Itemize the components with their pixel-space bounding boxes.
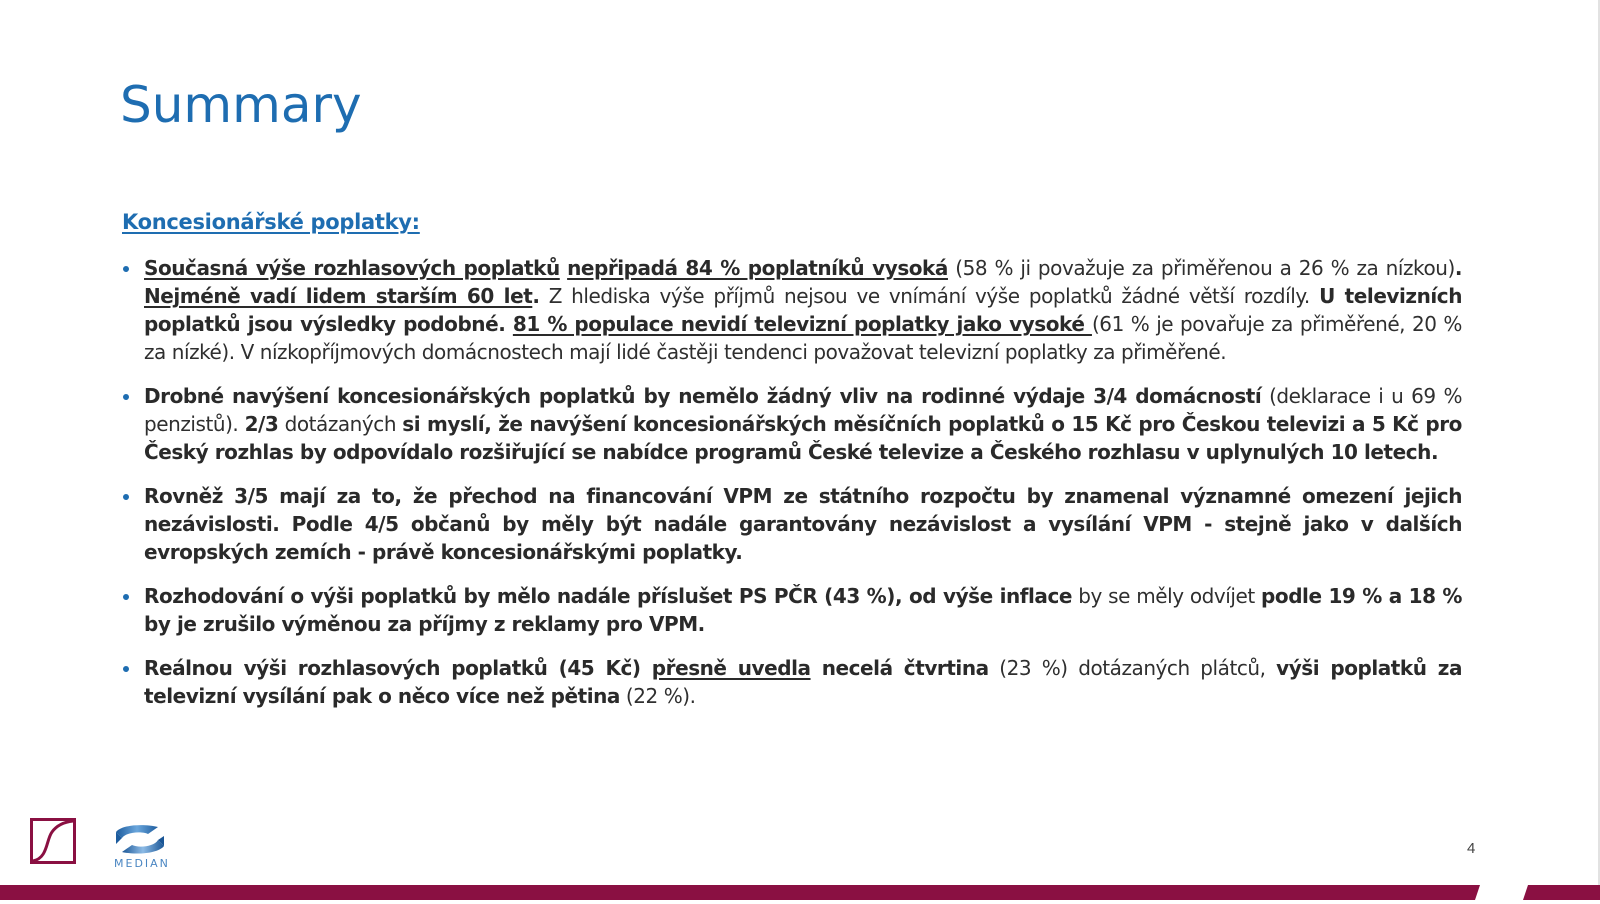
bullet-text: Rozhodování o výši poplatků by mělo nadále příslušet PS PČR (43 %), od výše inflace (144, 584, 1073, 608)
bullet-text: (61 % je povařuje za přiměřené, 20 % za nízké). V nízkopříjmových domácnostech mají lidé častěji tendenci považovat televizní poplatky za přiměřené. (144, 312, 1462, 364)
page-number: 4 (1467, 840, 1476, 857)
footer-brand-bar (0, 885, 1600, 900)
bullet-text: si myslí, že navýšení koncesionářských měsíčních poplatků o 15 Kč pro Českou televizi a 5 Kč pro Český rozhlas by odpovídalo rozšiřující se nabídce programů České televize a Českého rozhlasu v uplynulých 10 letech. (144, 412, 1462, 464)
bullet-radio-tv-fees-perception (122, 254, 1462, 366)
bullet-text: (22 %). (619, 684, 696, 708)
emphasized-text: nepřipadá 84 % poplatníků vysoká (567, 256, 948, 280)
bullet-text (560, 256, 567, 280)
emphasized-text: Současná výše rozhlasových poplatků (144, 256, 560, 280)
bullet-text: podle 19 % a 18 % by je zrušilo výměnou za příjmy z reklamy pro VPM. (144, 584, 1462, 636)
bullet-text: by se měly odvíjet (1072, 584, 1262, 608)
bullet-text: . (532, 284, 540, 308)
bullet-text: Z hlediska výše příjmů nejsou ve vnímání výše poplatků žádné větší rozdíly. (539, 284, 1320, 308)
bullet-text: (23 %) dotázaných plátců, (988, 656, 1277, 680)
bullet-text: výši poplatků za televizní vysílání pak o něco více než pětina (144, 656, 1462, 708)
bullet-fee-awareness (122, 654, 1462, 710)
summary-bullet-list (122, 254, 1462, 726)
section-heading: Koncesionářské poplatky: (122, 210, 420, 234)
bullet-text: (deklarace i u 69 % penzistů). (144, 384, 1462, 436)
bullet-text: dotázaných (278, 412, 403, 436)
median-logo-label: MEDIAN (114, 857, 170, 870)
stem-logo-icon (30, 818, 76, 864)
bullet-text: necelá čtvrtina (810, 656, 989, 680)
bullet-text: (58 % ji považuje za přiměřenou a 26 % za nízkou) (947, 256, 1455, 280)
bullet-fee-decision-authority (122, 582, 1462, 638)
bullet-text: U televizních poplatků jsou výsledky podobné. (144, 284, 1463, 336)
bullet-text: . (1454, 256, 1462, 280)
bullet-text: 2/3 (244, 412, 279, 436)
emphasized-text: přesně uvedla (651, 656, 811, 680)
bullet-fee-increase-impact (122, 382, 1462, 466)
bullet-text: Rovněž 3/5 mají za to, že přechod na financování VPM ze státního rozpočtu by znamenal významné omezení jejich nezávislosti. Podle 4/5 občanů by měly být nadále garantovány nezávislost a vysílání VPM - stejně jako v dalších evropských zemích - právě koncesionářskými poplatky. (144, 484, 1462, 564)
bullet-state-budget-financing (122, 482, 1462, 566)
emphasized-text: 81 % populace nevidí televizní poplatky jako vysoké (512, 312, 1092, 336)
slide-title: Summary (120, 76, 362, 134)
bullet-text: Drobné navýšení koncesionářských poplatků by nemělo žádný vliv na rodinné výdaje 3/4 domácností (144, 384, 1262, 408)
emphasized-text: Nejméně vadí lidem starším 60 let (144, 284, 533, 308)
bullet-text: Reálnou výši rozhlasových poplatků (45 Kč) (144, 656, 652, 680)
